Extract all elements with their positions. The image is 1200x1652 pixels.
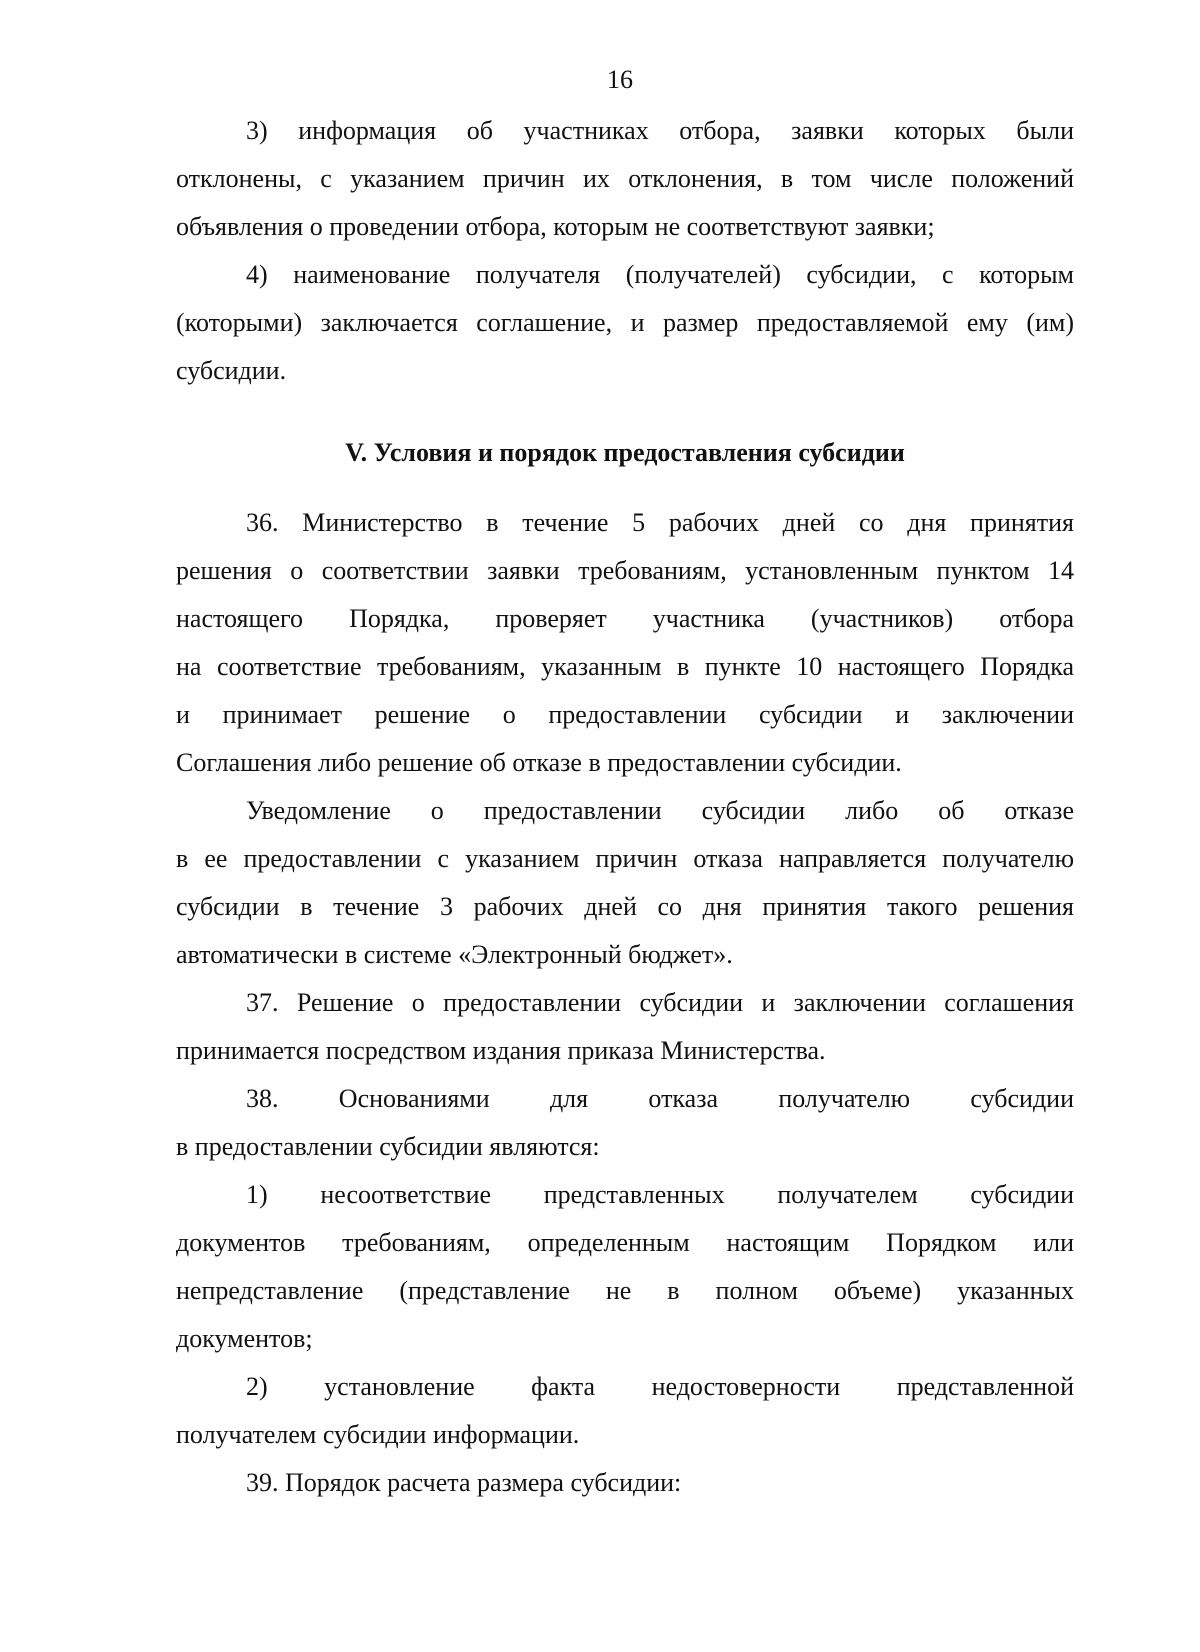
text-line: 39. Порядок расчета размера субсидии: [246,1468,682,1497]
text-line: Соглашения либо решение об отказе в предоставлении субсидии. [176,748,902,777]
paragraph-37 [176,979,1074,1075]
text-line: получателем субсидии информации. [176,1420,580,1449]
paragraph-item-3 [176,107,1074,251]
paragraph-38-item-2 [176,1363,1074,1459]
paragraph-39 [176,1459,1074,1507]
text-line: 4) наименование получателя (получателей) субсидии, с которым [246,260,1074,289]
page-number: 16 [607,65,633,94]
paragraph-notification [176,787,1074,979]
text-line: документов; [176,1324,313,1353]
text-line: и принимает решение о предоставлении субсидии и заключении [176,700,1074,729]
text-line: 38. Основаниями для отказа получателю субсидии [246,1084,1074,1113]
text-line: на соответствие требованиям, указанным в пункте 10 настоящего Порядка [176,652,1074,681]
section-heading: V. Условия и порядок предоставления субсидии [345,438,905,467]
text-line: непредставление (представление не в полном объеме) указанных [176,1276,1074,1305]
text-line: 36. Министерство в течение 5 рабочих дней со дня принятия [246,508,1074,537]
text-line: объявления о проведении отбора, которым не соответствуют заявки; [176,212,935,241]
text-line: 2) установление факта недостоверности представленной [246,1372,1074,1401]
text-line: настоящего Порядка, проверяет участника (участников) отбора [176,604,1074,633]
text-line: отклонены, с указанием причин их отклонения, в том числе положений [176,164,1074,193]
text-line: документов требованиям, определенным настоящим Порядком или [176,1228,1074,1257]
text-line: субсидии в течение 3 рабочих дней со дня принятия такого решения [176,892,1074,921]
text-line: субсидии. [176,356,287,385]
text-line: 37. Решение о предоставлении субсидии и заключении соглашения [246,988,1074,1017]
paragraph-item-4 [176,251,1074,395]
paragraph-36 [176,499,1074,787]
text-line: принимается посредством издания приказа Министерства. [176,1036,826,1065]
text-line: решения о соответствии заявки требованиям, установленным пунктом 14 [176,556,1074,585]
text-line: (которыми) заключается соглашение, и размер предоставляемой ему (им) [176,308,1074,337]
paragraph-38-item-1 [176,1171,1074,1363]
document-body [176,107,1074,1507]
paragraph-38 [176,1075,1074,1171]
text-line: 3) информация об участниках отбора, заявки которых были [246,116,1074,145]
text-line: автоматически в системе «Электронный бюджет». [176,940,733,969]
text-line: 1) несоответствие представленных получателем субсидии [246,1180,1074,1209]
text-line: в предоставлении субсидии являются: [176,1132,600,1161]
text-line: Уведомление о предоставлении субсидии либо об отказе [246,796,1074,825]
text-line: в ее предоставлении с указанием причин отказа направляется получателю [176,844,1074,873]
